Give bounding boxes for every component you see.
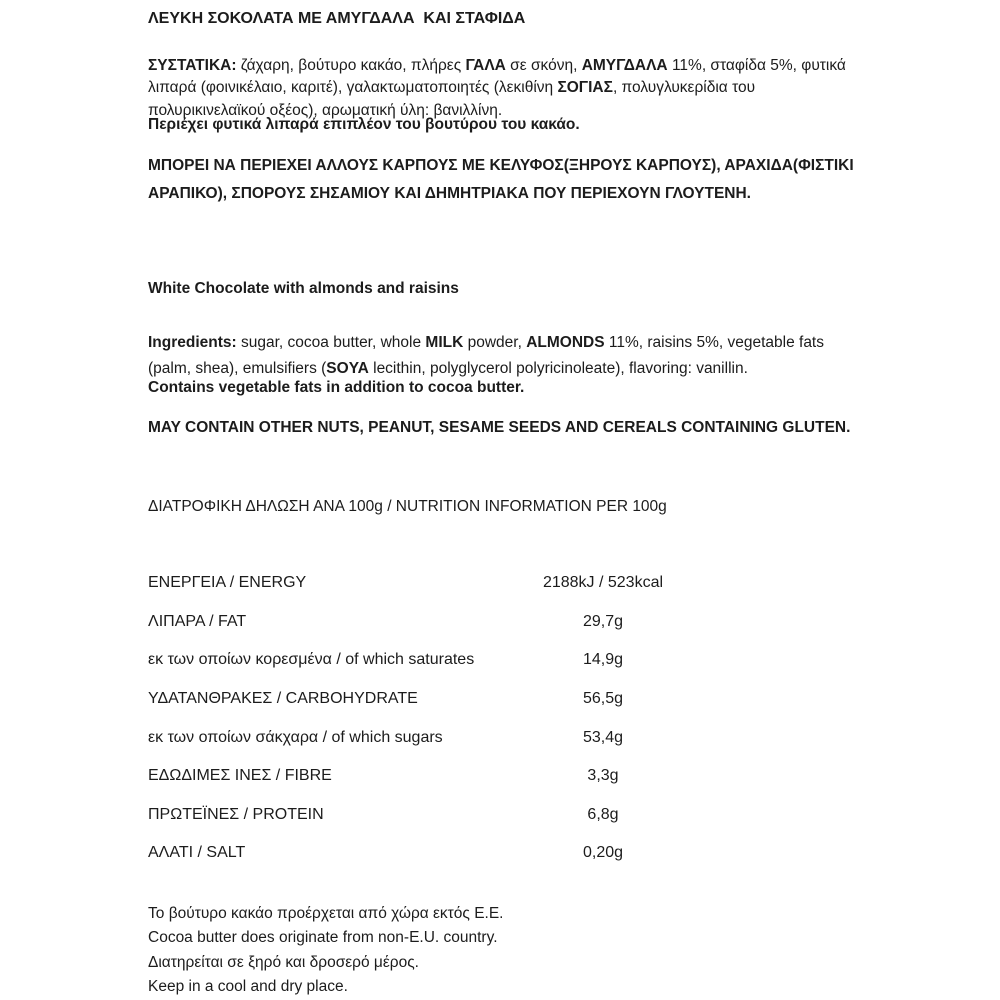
nutrition-table-heading: ΔΙΑΤΡΟΦΙΚΗ ΔΗΛΩΣΗ ΑΝΑ 100g / NUTRITION INFORMATION PER 100g [148,498,667,515]
table-row-carbohydrate [148,680,768,719]
ingredients-text: powder, [463,333,527,351]
allergen-soya-english: SOYA [326,359,369,377]
nutrient-name: ΠΡΩΤΕΪΝΕΣ / PROTEIN [148,805,324,823]
product-title-english: White Chocolate with almonds and raisins [148,280,459,297]
origin-note-english: Cocoa butter does originate from non-E.U. country. [148,929,498,947]
ingredients-text: sugar, cocoa butter, whole [241,333,426,351]
nutrient-name: ΕΝΕΡΓΕΙΑ / ENERGY [148,574,307,592]
ingredients-text: ζάχαρη, βούτυρο κακάο, πλήρες [240,56,466,74]
ingredients-text: lecithin, polyglycerol polyricinoleate), flavoring: vanillin. [368,359,748,377]
vegetable-fats-note-english: Contains vegetable fats in addition to cocoa butter. [148,379,525,396]
ingredients-text: σε σκόνη, [505,56,582,74]
nutrient-value: 56,5g [582,690,624,708]
table-row-salt [148,834,768,873]
nutrient-name: εκ των οποίων σάκχαρα / of which sugars [148,728,443,746]
allergen-soya-greek: ΣΟΓΙΑΣ [557,79,613,96]
nutrient-value: 0,20g [582,844,624,862]
ingredients-text: 11%, σταφίδα 5%, φυτικά λιπαρά (φοινικέλαιο, καριτέ), γαλακτωματοποιητές (λεκιθίνη [148,56,851,96]
product-title-greek: ΛΕΥΚΗ ΣΟΚΟΛΑΤΑ ΜΕ ΑΜΥΓΔΑΛΑ ΚΑΙ ΣΤΑΦΙΔΑ [148,10,526,27]
nutrient-value: 2188kJ / 523kcal [542,574,664,592]
nutrient-value: 3,3g [587,767,619,785]
table-row-sugars [148,718,768,757]
table-row-energy [148,564,768,603]
allergen-milk-greek: ΓΑΛΑ [465,56,506,74]
ingredients-paragraph-english [148,330,862,382]
ingredients-text: , πολυγλυκερίδια του πολυρικινελαϊκού οξέος), αρωματική ύλη: βανιλλίνη. [148,79,760,119]
table-row-saturates [148,641,768,680]
nutrient-value: 6,8g [587,805,619,823]
storage-notes [148,902,862,999]
table-row-protein [148,796,768,835]
origin-note-greek: Το βούτυρο κακάο προέρχεται από χώρα εκτός Ε.Ε. [148,905,504,922]
product-label-sheet [148,0,862,1000]
allergen-warning-english: MAY CONTAIN OTHER NUTS, PEANUT, SESAME SEEDS AND CEREALS CONTAINING GLUTEN. [148,419,851,436]
allergen-milk-english: MILK [425,333,464,351]
storage-note-greek: Διατηρείται σε ξηρό και δροσερό μέρος. [148,953,419,971]
ingredients-paragraph-greek [148,55,851,123]
table-row-fibre [148,757,768,796]
allergen-warning-greek: ΜΠΟΡΕΙ ΝΑ ΠΕΡΙΕΧΕΙ ΑΛΛΟΥΣ ΚΑΡΠΟΥΣ ΜΕ ΚΕΛΥΦΟΣ(ΞΗΡΟΥΣ ΚΑΡΠΟΥΣ), ΑΡΑΧΙΔΑ(ΦΙΣΤΙΚΙ ΑΡΑΠΙΚΟ), ΣΠΟΡΟΥΣ ΣΗΣΑΜΙΟΥ ΚΑΙ ΔΗΜΗΤΡΙΑΚΑ ΠΟΥ ΠΕΡΙΕΧΟΥΝ ΓΛΟΥΤΕΝΗ. [148,157,854,202]
nutrient-value: 29,7g [582,612,624,630]
nutrient-value: 53,4g [582,728,624,746]
nutrient-value: 14,9g [582,651,624,669]
nutrient-name: ΛΙΠΑΡΑ / FAT [148,612,247,630]
nutrient-name: ΕΔΩΔΙΜΕΣ ΙΝΕΣ / FIBRE [148,767,332,785]
vegetable-fats-note-greek: Περιέχει φυτικά λιπαρά επιπλέον του βουτύρου του κακάο. [148,116,580,133]
nutrient-name: ΥΔΑΤΑΝΘΡΑΚΕΣ / CARBOHYDRATE [148,690,418,708]
storage-note-english: Keep in a cool and dry place. [148,977,348,995]
ingredients-label-greek: ΣΥΣΤΑΤΙΚΑ: [148,56,241,74]
nutrient-name: ΑΛΑΤΙ / SALT [148,844,246,862]
allergen-almonds-greek: ΑΜΥΓΔΑΛΑ [581,56,668,74]
nutrition-table [148,564,768,873]
table-row-fat [148,603,768,642]
nutrient-name: εκ των οποίων κορεσμένα / of which saturates [148,651,475,669]
ingredients-text: 11%, raisins 5%, vegetable fats (palm, shea), emulsifiers ( [148,333,829,377]
ingredients-label-english: Ingredients: [148,333,242,351]
allergen-almonds-english: ALMONDS [526,333,605,351]
